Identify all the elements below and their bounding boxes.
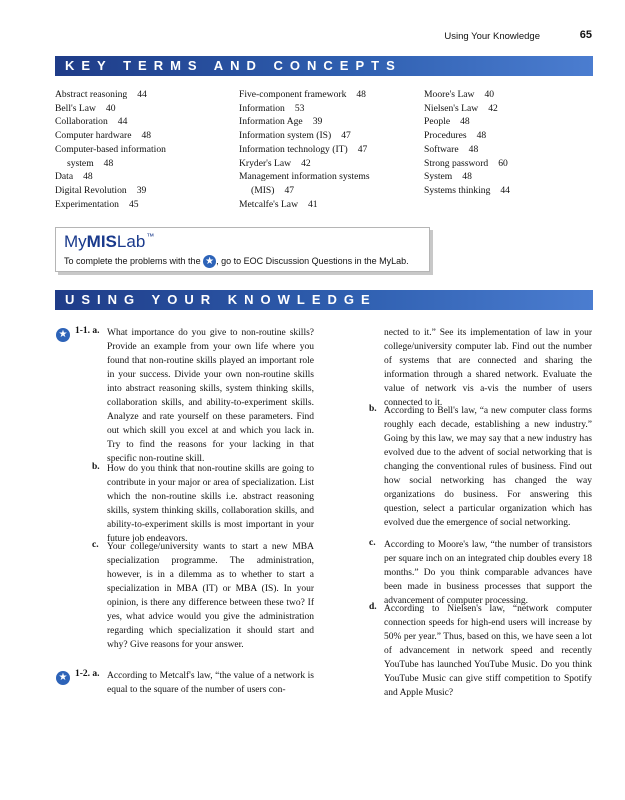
sub-label: c. — [369, 538, 376, 548]
using-knowledge-heading: USING YOUR KNOWLEDGE — [65, 292, 377, 307]
term-entry: Information Age 39 — [239, 116, 323, 128]
term-entry: Information technology (IT) 47 — [239, 143, 368, 155]
question-1-1-c: Your college/university wants to start a new MBA specialization programme. The administration, however, is in a dilemma as to whether to start a specialization in MBA (IT) or MBA (IS). In your opinion, is there any difference between these two? If yes, what advice would you give the administration regarding which specialization it should start and why? Give reasons for your answer. — [107, 542, 314, 650]
question-number: 1-1. a. — [75, 326, 100, 336]
term-entry: Bell's Law 40 — [55, 102, 116, 114]
running-title: Using Your Knowledge — [444, 31, 540, 42]
star-icon: ★ — [203, 255, 216, 268]
star-icon: ★ — [56, 328, 70, 342]
question-1-2-a-continued: nected to it.” See its implementation of law in your college/university computer lab. Find out the number of systems that are connected and sharing the information through a shared network. Evaluate the value of network vis a-vis the number of users connected to it. — [384, 328, 592, 408]
term-entry: System 48 — [424, 171, 472, 183]
key-terms-heading: KEY TERMS AND CONCEPTS — [65, 58, 402, 73]
term-entry: system 48 — [67, 157, 114, 169]
term-entry: Experimentation 45 — [55, 198, 139, 210]
term-entry: Digital Revolution 39 — [55, 184, 147, 196]
term-entry: Data 48 — [55, 171, 93, 183]
question-number: 1-2. a. — [75, 669, 100, 679]
question-1-2-d: According to Nielsen's law, “network computer connection speeds for high-end users will increase by 50% per year.” Thus, based on this, we have seen a lot of advancement in network speed and recently YouTube has launched YouTube Music. Do you think YouTube Music can give stiff competition to Spotify and Apple Music? — [384, 604, 592, 698]
term-entry: Information 53 — [239, 102, 305, 114]
terms-column-3 — [424, 88, 510, 198]
term-entry: Management information systems — [239, 171, 370, 183]
question-1-1-a: What importance do you give to non-routine skills? Provide an example from your own life where you found that non-routine skills played an important role in your success. Divide your own non-routine skills into abstract reasoning skills, system thinking skills, collaboration skills, and ability-to-experiment skills. Analyze and rate yourself on these parameters. Find out which skill you excel at and which you lack in. Try to find the reasons for your lacking in that specific non-routine skill. — [107, 328, 314, 464]
term-entry: Collaboration 44 — [55, 116, 128, 128]
mylab-instruction: To complete the problems with the ★ , go to EOC Discussion Questions in the MyLab. — [64, 255, 409, 267]
term-entry: Systems thinking 44 — [424, 184, 510, 196]
question-1-2-a: According to Metcalf's law, “the value of a network is equal to the square of the number of users con- — [107, 671, 314, 695]
key-terms-banner — [55, 56, 593, 76]
sub-label: b. — [369, 404, 377, 414]
mylab-box — [55, 227, 430, 272]
terms-column-1 — [55, 88, 176, 211]
terms-column-2 — [239, 88, 380, 211]
term-entry: Moore's Law 40 — [424, 89, 495, 100]
page-number: 65 — [579, 29, 592, 41]
term-entry: Information system (IS) 47 — [239, 130, 351, 142]
sub-label: c. — [92, 540, 99, 550]
term-entry: Computer-based information — [55, 143, 166, 155]
question-1-2-c: According to Moore's law, “the number of transistors per square inch on an integrated chip doubles every 18 months.” Do you think comparable advances have been made in business processes that support the advancement of computer processing. — [384, 540, 592, 606]
term-entry: Abstract reasoning 44 — [55, 89, 147, 100]
sub-label: d. — [369, 602, 377, 612]
term-entry: Software 48 — [424, 143, 479, 155]
term-entry: Nielsen's Law 42 — [424, 102, 498, 114]
term-entry: Procedures 48 — [424, 130, 487, 142]
mymislab-logo: MyMISLab™ — [64, 232, 155, 251]
term-entry: Five-component framework 48 — [239, 89, 366, 100]
using-knowledge-banner — [55, 290, 593, 310]
term-entry: (MIS) 47 — [251, 184, 295, 196]
term-entry: People 48 — [424, 116, 470, 128]
sub-label: b. — [92, 462, 100, 472]
term-entry: Computer hardware 48 — [55, 130, 152, 142]
question-1-1-b: How do you think that non-routine skills are going to contribute in your major or area of specialization. List which the non-routine skills i.e. abstract reasoning skills, system thinking skills, collaboration skills, and ability-to-experiment skills is most important in your future job endeavors. — [107, 464, 314, 544]
term-entry: Kryder's Law 42 — [239, 157, 311, 169]
question-1-2-b: According to Bell's law, “a new computer class forms roughly each decade, establishing a new industry.” Going by this law, we may say that a new industry has evolved due to the advent of social networking that is changing the conventional rules of business. Find out how social networking has changed the way organizations do business. For answering this question, select a particular organization which has evolved due the emergence of social networking. — [384, 406, 592, 528]
star-icon: ★ — [56, 671, 70, 685]
term-entry: Strong password 60 — [424, 157, 508, 169]
term-entry: Metcalfe's Law 41 — [239, 198, 318, 210]
